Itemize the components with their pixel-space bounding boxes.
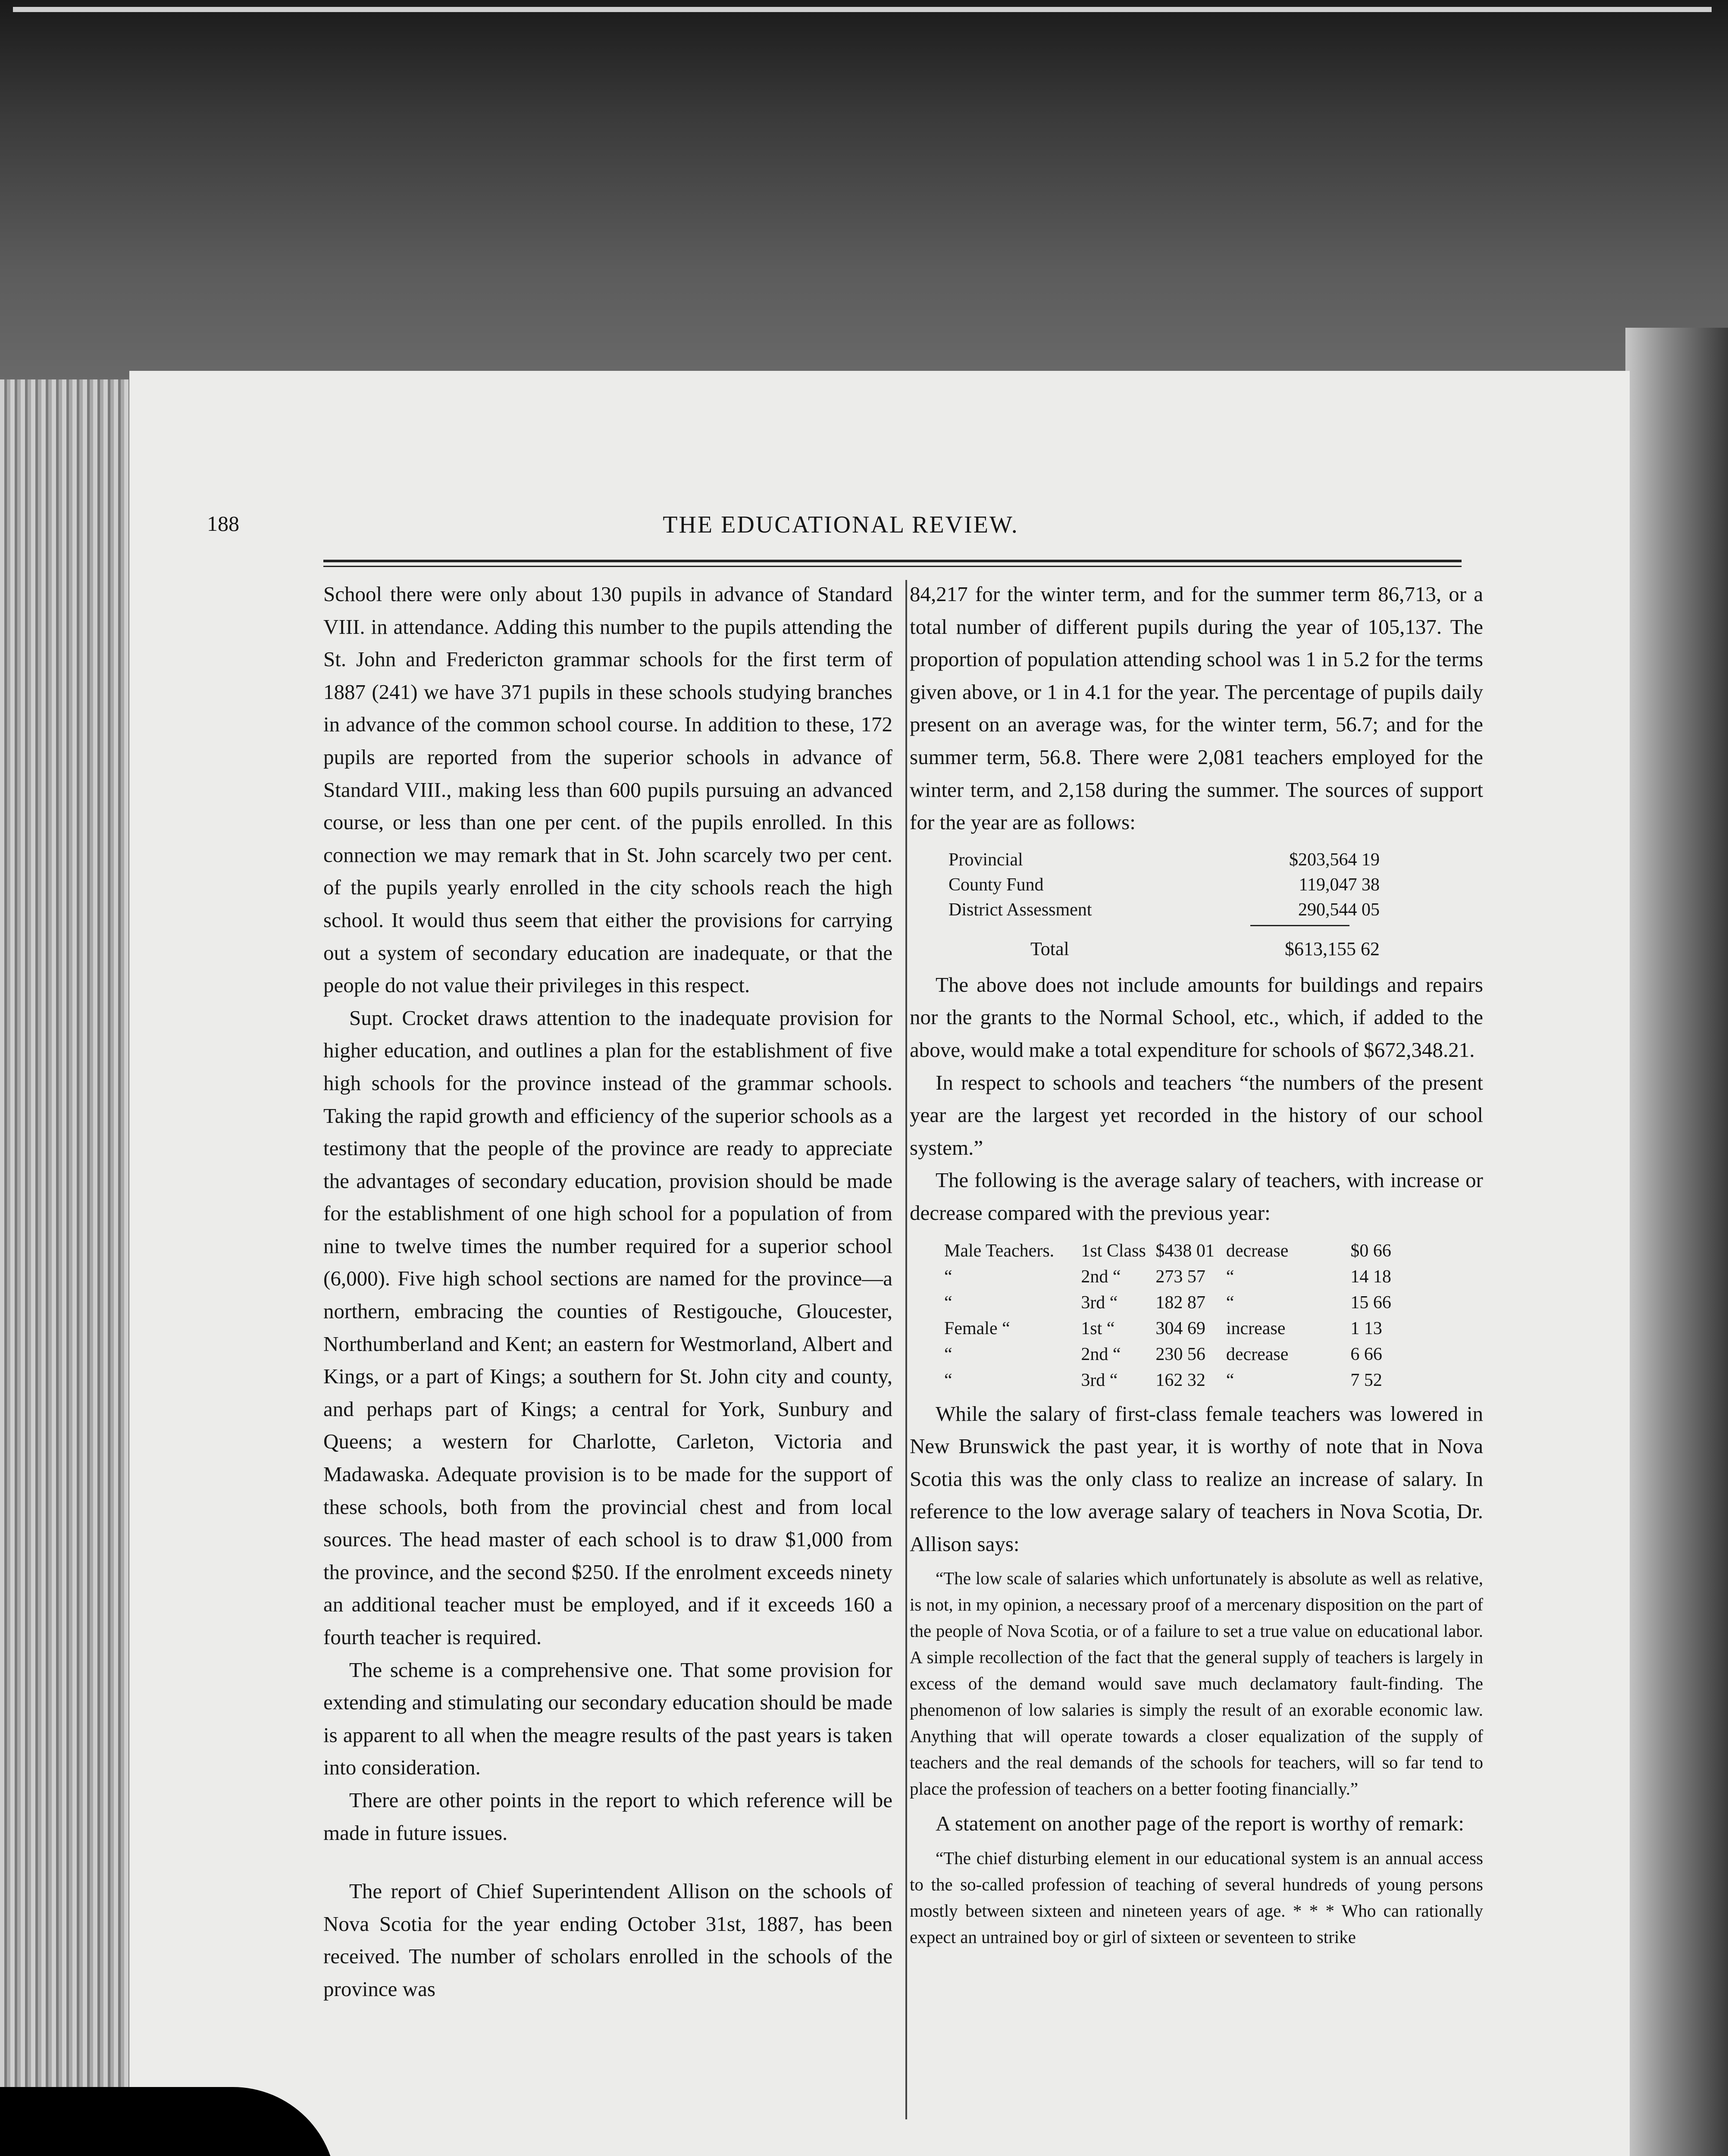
- salary-row: [910, 1264, 1483, 1290]
- salary-change: “: [1226, 1370, 1234, 1390]
- salary-diff: $0 66: [1350, 1241, 1391, 1261]
- right-paragraph: The following is the average salary of teachers, with increase or decrease compared with the previous year:: [910, 1168, 1483, 1225]
- right-column: [910, 578, 1483, 1955]
- funding-value: 119,047 38: [1299, 874, 1380, 895]
- salary-class: 2nd “: [1081, 1266, 1121, 1287]
- salary-diff: 15 66: [1350, 1292, 1391, 1313]
- salary-class: 3rd “: [1081, 1370, 1118, 1390]
- funding-value: 290,544 05: [1298, 899, 1380, 920]
- funding-total-label: Total: [1030, 938, 1069, 959]
- salary-amount: 304 69: [1155, 1318, 1205, 1338]
- block-quote: [910, 1845, 1483, 1950]
- right-paragraph: The above does not include amounts for buildings and repairs nor the grants to the Normal School, etc., which, if added to the above, would make a total expenditure for schools of $672,348.21.: [910, 972, 1483, 1062]
- salary-row: [910, 1290, 1483, 1316]
- salary-diff: 14 18: [1350, 1266, 1391, 1287]
- scan-top-border: [13, 7, 1712, 12]
- block-quote: [910, 1565, 1483, 1802]
- page-number: 188: [207, 511, 239, 536]
- salary-class: 1st Class: [1081, 1241, 1146, 1261]
- salary-row: [910, 1316, 1483, 1341]
- funding-value: $203,564 19: [1289, 849, 1380, 870]
- salary-amount: 182 87: [1155, 1292, 1205, 1313]
- funding-label: Provincial: [949, 849, 1023, 870]
- right-paragraph: 84,217 for the winter term, and for the summer term 86,713, or a total number of different pupils during the year of 105,137. The proportion of population attending school was 1 in 5.2 for the terms given above, or 1 in 4.1 for the year. The percentage of pupils daily present on an average was, for the winter term, 56.7; and for the summer term, 56.8. There were 2,081 teachers employed for the winter term, and 2,158 during the summer. The sources of support for the year are as follows:: [910, 582, 1483, 834]
- salary-change: increase: [1226, 1318, 1286, 1338]
- salary-sex: “: [944, 1292, 952, 1313]
- salary-change: decrease: [1226, 1241, 1289, 1261]
- funding-row: [910, 872, 1483, 897]
- funding-total-row: [910, 934, 1483, 964]
- salary-table: [910, 1238, 1483, 1393]
- book-page-edges-left: [0, 379, 138, 2156]
- salary-sex: “: [944, 1344, 952, 1364]
- salary-amount: 162 32: [1155, 1370, 1205, 1390]
- salary-class: 1st “: [1081, 1318, 1115, 1338]
- salary-change: decrease: [1226, 1344, 1289, 1364]
- funding-row: [910, 897, 1483, 922]
- journal-title: THE EDUCATIONAL REVIEW.: [663, 511, 1019, 538]
- funding-row: [910, 847, 1483, 872]
- quote-text: “The low scale of salaries which unfortunately is absolute as well as relative, is not, in my opinion, a necessary proof of a mercenary disposition on the part of the people of Nova Scotia, or of a failure to set a true value on educational labor. A simple recollection of the fact that the general supply of teachers is largely in excess of the demand would save much declamatory fault-finding. The phenomenon of low salaries is simply the result of an exorable economic law. Anything that will operate towards a closer equalization of the supply of teachers and the real demands of the schools for teachers, will so far tend to place the profession of teachers on a better footing financially.”: [910, 1568, 1483, 1799]
- left-column: [323, 578, 892, 2006]
- salary-amount: 273 57: [1155, 1266, 1205, 1287]
- salary-row: [910, 1341, 1483, 1367]
- salary-sex: Female “: [944, 1318, 1010, 1338]
- left-paragraph: School there were only about 130 pupils in advance of Standard VIII. in attendance. Adding this number to the pupils attending the St. John and Fredericton grammar schools for the first term of 1887 (241) we have 371 pupils in these schools studying branches in advance of the common school course. In addition to these, 172 pupils are reported from the superior schools in advance of Standard VIII., making less than 600 pupils pursuing an advanced course, or less than one per cent. of the pupils enrolled. In this connection we may remark that in St. John scarcely two per cent. of the pupils yearly enrolled in the city schools reach the high school. It would thus seem that either the provisions for carrying out a system of secondary education are inadequate, or that the people do not value their privileges in this respect.: [323, 582, 892, 997]
- column-divider: [905, 580, 907, 2119]
- salary-sex: “: [944, 1370, 952, 1390]
- salary-diff: 7 52: [1350, 1370, 1382, 1390]
- left-paragraph: There are other points in the report to which reference will be made in future issues.: [323, 1788, 892, 1845]
- salary-sex: “: [944, 1266, 952, 1287]
- right-paragraph: While the salary of first-class female teachers was lowered in New Brunswick the past year, it is worthy of note that in Nova Scotia this was the only class to realize an increase of salary. In reference to the low average salary of teachers in Nova Scotia, Dr. Allison says:: [910, 1401, 1483, 1556]
- salary-row: [910, 1367, 1483, 1393]
- left-paragraph: The scheme is a comprehensive one. That some provision for extending and stimulating our secondary education should be made is apparent to all when the meagre results of the past years is taken into consideration.: [323, 1658, 892, 1780]
- book-page-edges-right: [1625, 328, 1728, 2156]
- header-rule-top: [323, 560, 1462, 562]
- quote-text: “The chief disturbing element in our educational system is an annual access to the so-called profession of teaching of several hundreds of young persons mostly between sixteen and nineteen years of age. * * * Who can rationally expect an untrained boy or girl of sixteen or seventeen to strike: [910, 1848, 1483, 1947]
- salary-diff: 1 13: [1350, 1318, 1382, 1338]
- funding-total-value: $613,155 62: [1285, 938, 1380, 959]
- salary-amount: 230 56: [1155, 1344, 1205, 1364]
- salary-diff: 6 66: [1350, 1344, 1382, 1364]
- salary-class: 3rd “: [1081, 1292, 1118, 1313]
- page-header: [207, 511, 1474, 550]
- funding-table: [910, 847, 1483, 964]
- left-paragraph: The report of Chief Superintendent Allison on the schools of Nova Scotia for the year ending October 31st, 1887, has been received. The number of scholars enrolled in the schools of the province was: [323, 1879, 892, 2001]
- salary-change: “: [1226, 1292, 1234, 1313]
- left-paragraph: Supt. Crocket draws attention to the inadequate provision for higher education, and outlines a plan for the establishment of five high schools for the province instead of the grammar schools. Taking the rapid growth and efficiency of the superior schools as a testimony that the people of the province are ready to appreciate the advantages of secondary education, provision should be made for the establishment of one high school for a population of from nine to twelve times the number required for a superior school (6,000). Five high school sections are named for the province—a northern, embracing the counties of Restigouche, Gloucester, Northumberland and Kent; an eastern for Westmorland, Albert and Kings, or a part of Kings; a southern for St. John city and county, and perhaps part of Kings; a central for York, Sunbury and Queens; a western for Charlotte, Carleton, Victoria and Madawaska. Adequate provision is to be made for the support of these schools, both from the provincial chest and from local sources. The head master of each school is to draw $1,000 from the province, and the second $250. If the enrolment exceeds ninety an additional teacher must be employed, and if it exceeds 160 a fourth teacher is required.: [323, 1006, 892, 1649]
- right-paragraph: In respect to schools and teachers “the numbers of the present year are the largest yet recorded in the history of our school system.”: [910, 1070, 1483, 1159]
- salary-class: 2nd “: [1081, 1344, 1121, 1364]
- header-rule-bottom: [323, 566, 1462, 567]
- salary-change: “: [1226, 1266, 1234, 1287]
- funding-label: District Assessment: [949, 899, 1092, 920]
- salary-row: [910, 1238, 1483, 1264]
- salary-amount: $438 01: [1155, 1241, 1215, 1261]
- funding-label: County Fund: [949, 874, 1044, 895]
- scan-top-shadow: [0, 0, 1728, 388]
- sum-rule: [1250, 925, 1349, 926]
- right-paragraph: A statement on another page of the report is worthy of remark:: [936, 1811, 1464, 1836]
- salary-sex: Male Teachers.: [944, 1241, 1055, 1261]
